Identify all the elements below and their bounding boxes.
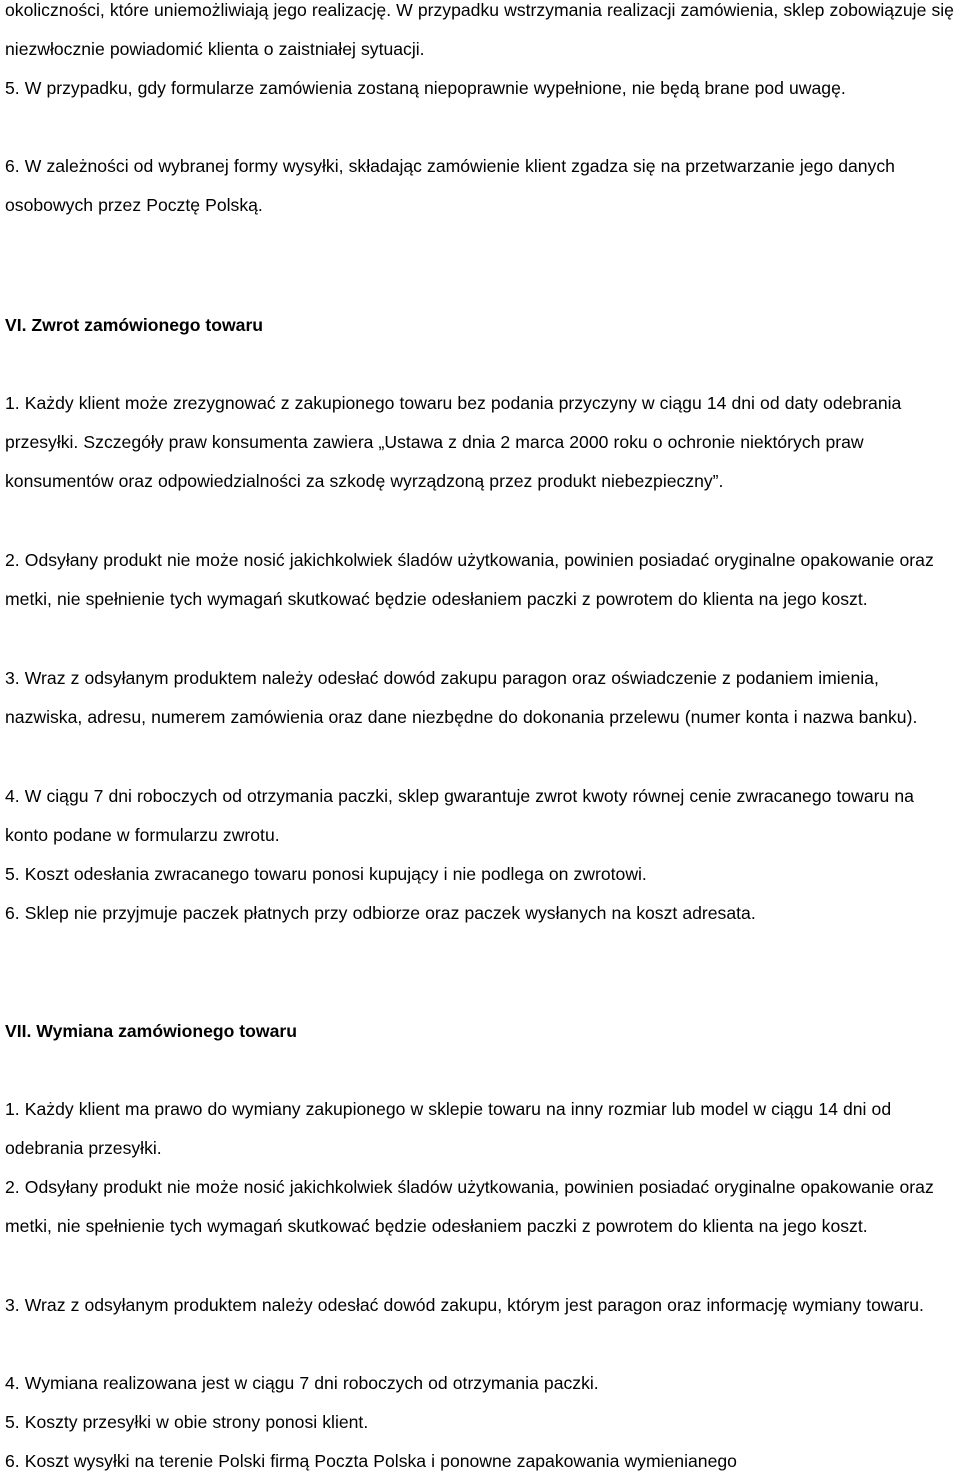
exchange-item-5: 5. Koszty przesyłki w obie strony ponosi klient. [5, 1412, 369, 1432]
exchange-item-2: 2. Odsyłany produkt nie może nosić jakichkolwiek śladów użytkowania, powinien posiadać oryginalne opakowanie oraz metki, nie spełnienie tych wymagań skutkować będzie odesłaniem paczki z powrotem do klienta na jego koszt. [5, 1177, 934, 1236]
returns-item-1: 1. Każdy klient może zrezygnować z zakupionego towaru bez podania przyczyny w ciągu 14 dni od daty odebrania przesyłki. Szczegóły praw konsumenta zawiera „Ustawa z dnia 2 marca 2000 roku o ochronie niektórych praw konsumentów oraz odpowiedzialności za szkodę wyrządzoną przez produkt niebezpieczny”. [5, 393, 902, 491]
section-heading-returns: VI. Zwrot zamówionego towaru [5, 315, 264, 335]
exchange-item-3: 3. Wraz z odsyłanym produktem należy odesłać dowód zakupu, którym jest paragon oraz informację wymiany towaru. [5, 1295, 924, 1315]
intro-paragraph: okoliczności, które uniemożliwiają jego realizację. W przypadku wstrzymania realizacji zamówienia, sklep zobowiązuje się niezwłocznie powiadomić klienta o zaistniałej sytuacji. [5, 0, 954, 59]
exchange-item-6: 6. Koszt wysyłki na terenie Polski firmą Poczta Polska i ponowne zapakowania wymienianego [5, 1451, 737, 1471]
returns-item-5: 5. Koszt odesłania zwracanego towaru ponosi kupujący i nie podlega on zwrotowi. [5, 864, 647, 884]
intro-item-6: 6. W zależności od wybranej formy wysyłki, składając zamówienie klient zgadza się na przetwarzanie jego danych osobowych przez Pocztę Polską. [5, 156, 895, 215]
returns-item-3: 3. Wraz z odsyłanym produktem należy odesłać dowód zakupu paragon oraz oświadczenie z podaniem imienia, nazwiska, adresu, numerem zamówienia oraz dane niezbędne do dokonania przelewu (numer konta i nazwa banku). [5, 668, 918, 727]
intro-item-5: 5. W przypadku, gdy formularze zamówienia zostaną niepoprawnie wypełnione, nie będą brane pod uwagę. [5, 78, 846, 98]
returns-item-6: 6. Sklep nie przyjmuje paczek płatnych przy odbiorze oraz paczek wysłanych na koszt adresata. [5, 903, 756, 923]
section-heading-exchange: VII. Wymiana zamówionego towaru [5, 1021, 297, 1041]
exchange-item-4: 4. Wymiana realizowana jest w ciągu 7 dni roboczych od otrzymania paczki. [5, 1373, 599, 1393]
returns-item-4: 4. W ciągu 7 dni roboczych od otrzymania paczki, sklep gwarantuje zwrot kwoty równej cenie zwracanego towaru na konto podane w formularzu zwrotu. [5, 786, 914, 845]
exchange-item-1: 1. Każdy klient ma prawo do wymiany zakupionego w sklepie towaru na inny rozmiar lub model w ciągu 14 dni od odebrania przesyłki. [5, 1099, 892, 1158]
returns-item-2: 2. Odsyłany produkt nie może nosić jakichkolwiek śladów użytkowania, powinien posiadać oryginalne opakowanie oraz metki, nie spełnienie tych wymagań skutkować będzie odesłaniem paczki z powrotem do klienta na jego koszt. [5, 550, 934, 609]
